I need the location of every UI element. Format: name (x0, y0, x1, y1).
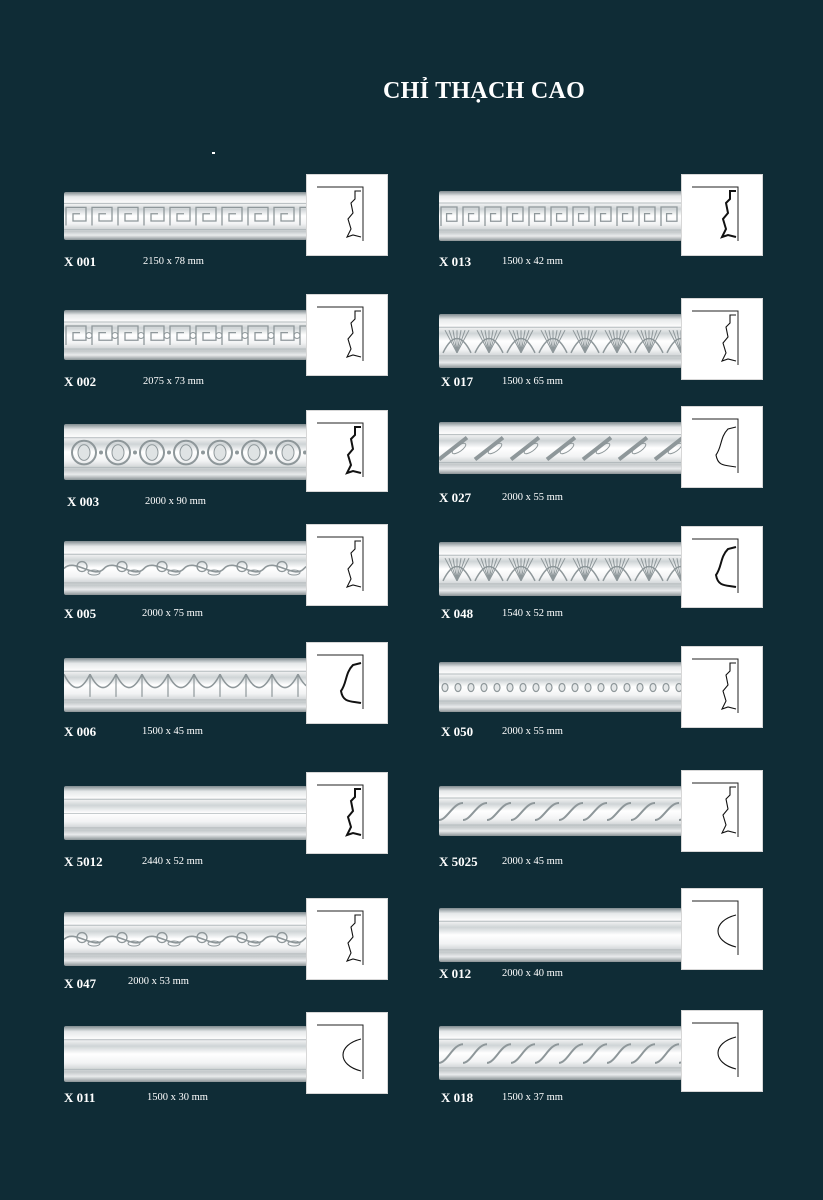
product-size: 2000 x 55 mm (502, 726, 563, 737)
product-size: 2000 x 75 mm (142, 608, 203, 619)
molding-image (64, 541, 307, 595)
molding-image (64, 192, 307, 240)
product-code: X 013 (439, 254, 472, 269)
profile-drawing (681, 1010, 763, 1092)
molding-image (64, 310, 307, 360)
product-size: 1500 x 42 mm (502, 256, 563, 267)
product-size: 1500 x 37 mm (502, 1092, 563, 1103)
profile-drawing (681, 888, 763, 970)
profile-drawing (681, 406, 763, 488)
molding-image (439, 786, 682, 836)
product-code: X 006 (64, 724, 97, 739)
product-code: X 001 (64, 254, 97, 269)
product-code: X 027 (439, 490, 472, 505)
decorative-dot (212, 152, 215, 154)
product-size: 2150 x 78 mm (143, 256, 204, 267)
product-code: X 048 (441, 606, 474, 621)
profile-drawing (306, 410, 388, 492)
product-code: X 5012 (64, 854, 103, 869)
molding-image (439, 1026, 682, 1080)
molding-image (64, 1026, 307, 1082)
molding-image (439, 662, 682, 712)
product-code: X 047 (64, 976, 97, 991)
molding-image (439, 542, 682, 596)
molding-image (64, 658, 307, 712)
profile-drawing (681, 646, 763, 728)
profile-drawing (306, 642, 388, 724)
molding-image (64, 424, 307, 480)
product-code: X 003 (67, 494, 100, 509)
profile-drawing (306, 524, 388, 606)
molding-image (439, 191, 682, 241)
molding-image (439, 908, 682, 962)
profile-drawing (306, 772, 388, 854)
product-code: X 018 (441, 1090, 474, 1105)
product-code: X 002 (64, 374, 97, 389)
product-code: X 050 (441, 724, 474, 739)
profile-drawing (306, 294, 388, 376)
profile-drawing (681, 298, 763, 380)
product-size: 1540 x 52 mm (502, 608, 563, 619)
product-size: 2440 x 52 mm (142, 856, 203, 867)
product-code: X 011 (64, 1090, 96, 1105)
molding-image (439, 422, 682, 474)
product-code: X 017 (441, 374, 474, 389)
profile-drawing (681, 174, 763, 256)
product-size: 1500 x 30 mm (147, 1092, 208, 1103)
product-size: 2000 x 55 mm (502, 492, 563, 503)
profile-drawing (306, 1012, 388, 1094)
product-code: X 5025 (439, 854, 478, 869)
profile-drawing (306, 174, 388, 256)
profile-drawing (681, 526, 763, 608)
product-size: 2000 x 40 mm (502, 968, 563, 979)
product-size: 2075 x 73 mm (143, 376, 204, 387)
product-code: X 012 (439, 966, 472, 981)
product-size: 2000 x 45 mm (502, 856, 563, 867)
product-code: X 005 (64, 606, 97, 621)
molding-image (439, 314, 682, 368)
product-size: 1500 x 65 mm (502, 376, 563, 387)
page-title: CHỈ THẠCH CAO (383, 78, 586, 104)
profile-drawing (681, 770, 763, 852)
molding-image (64, 912, 307, 966)
product-size: 2000 x 53 mm (128, 976, 189, 987)
profile-drawing (306, 898, 388, 980)
product-size: 2000 x 90 mm (145, 496, 206, 507)
product-size: 1500 x 45 mm (142, 726, 203, 737)
molding-image (64, 786, 307, 840)
